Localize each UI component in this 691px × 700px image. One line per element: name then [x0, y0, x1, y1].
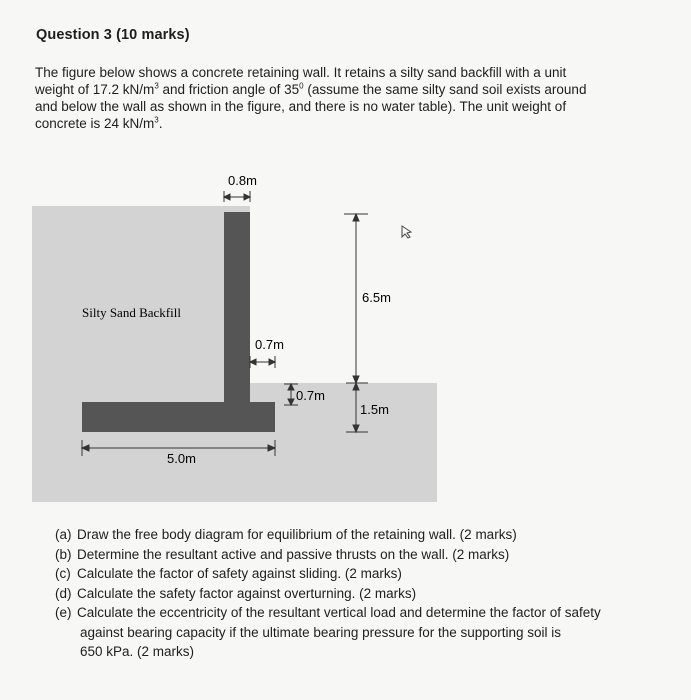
embedment-depth-label: 1.5m — [360, 402, 389, 417]
wall-base — [82, 402, 275, 432]
intro-line-4: concrete is 24 $kN/m^3$. — [35, 115, 163, 131]
question-item-e-cont-2: 650 kPa. (2 marks) — [80, 644, 195, 659]
question-item-b: (b) Determine the resultant active and passive thrusts on the wall. (2 marks) — [55, 546, 510, 562]
wall-height-label: 6.5m — [362, 290, 391, 305]
question-marks: (10 marks) — [116, 27, 190, 43]
problem-statement — [35, 64, 625, 132]
intro-line-1: The figure below shows a concrete retaining wall. It retains a silty sand backfill with a unit — [35, 65, 567, 80]
question-item-d: (d) Calculate the safety factor against overturning. (2 marks) — [55, 585, 417, 601]
retaining-wall-figure — [0, 170, 691, 510]
base-thickness-label: 0.7m — [296, 388, 325, 403]
stem-top-width-label: 0.8m — [228, 173, 257, 188]
question-heading — [36, 27, 190, 43]
base-width-label: 5.0m — [167, 451, 196, 466]
question-item-c: (c) Calculate the factor of safety against sliding. (2 marks) — [55, 566, 402, 581]
retaining-wall-diagram — [0, 170, 691, 510]
stem-top-width-arrow — [224, 191, 250, 202]
intro-line-3: and below the wall as shown in the figure, and there is no water table). The unit weight of — [35, 99, 567, 114]
question-item-e: (e) Calculate the eccentricity of the resultant vertical load and determine the factor of safety — [55, 605, 601, 620]
backfill-label: Silty Sand Backfill — [82, 305, 181, 320]
question-item-e-cont-1: against bearing capacity if the ultimate bearing pressure for the supporting soil is — [80, 624, 562, 640]
stem-bottom-width-label: 0.7m — [255, 337, 284, 352]
question-title: Question 3 — [36, 27, 112, 43]
wall-stem — [224, 212, 250, 402]
intro-line-2: weight of 17.2 $kN/m^3$ and friction angle of $35^0$ (assume the same silty sand soil exists around — [35, 81, 587, 97]
question-item-a: (a) Draw the free body diagram for equilibrium of the retaining wall. (2 marks) — [55, 527, 517, 542]
question-list — [55, 525, 645, 662]
